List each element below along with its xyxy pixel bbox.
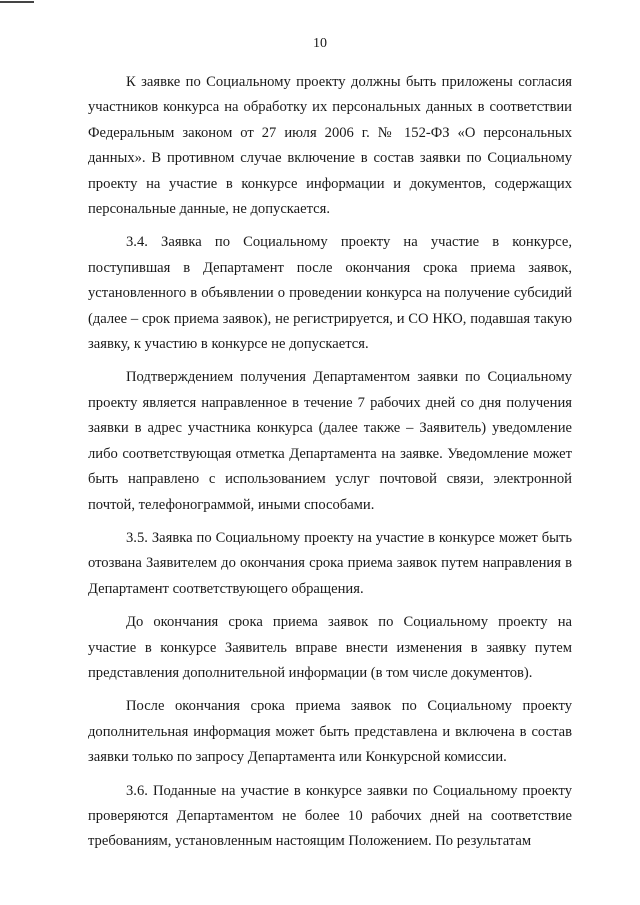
- paragraph-confirmation: Подтверждением получения Департаментом заявки по Социальному проекту является направленное в течение 7 рабочих дней со дня получения заявки в адрес участника конкурса (далее также – Заявитель) уведомление либо соответствующая отметка Департамента на заявке. Уведомление может быть направлено с использованием услуг почтовой связи, электронной почтой, телефонограммой, иными способами.: [88, 369, 572, 513]
- paragraph-3-4: 3.4. Заявка по Социальному проекту на участие в конкурсе, поступившая в Департамент после окончания срока приема заявок, установленного в объявлении о проведении конкурса на получение субсидий (далее – срок приема заявок), не регистрируется, и СО НКО, подавшая такую заявку, к участию в конкурсе не допускается.: [88, 234, 572, 353]
- page-number: 10: [313, 36, 327, 51]
- document-body: [88, 70, 572, 863]
- paragraph-additional-info: После окончания срока приема заявок по Социальному проекту дополнительная информация может быть представлена и включена в состав заявки только по запросу Департамента или Конкурсной комиссии.: [88, 698, 572, 766]
- paragraph-3-5: 3.5. Заявка по Социальному проекту на участие в конкурсе может быть отозвана Заявителем до окончания срока приема заявок путем направления в Департамент соответствующего обращения.: [88, 529, 572, 597]
- paragraph-changes: До окончания срока приема заявок по Социальному проекту на участие в конкурсе Заявитель вправе внести изменения в заявку путем представления дополнительной информации (в том числе документов).: [88, 614, 572, 681]
- paragraph-3-6: 3.6. Поданные на участие в конкурсе заявки по Социальному проекту проверяются Департаментом не более 10 рабочих дней на соответствие требованиям, установленным настоящим Положением. По результатам: [88, 782, 572, 850]
- paragraph-consent: К заявке по Социальному проекту должны быть приложены согласия участников конкурса на обработку их персональных данных в соответствии Федеральным законом от 27 июля 2006 г. № 152-ФЗ «О персональных данных». В противном случае включение в состав заявки по Социальному проекту на участие в конкурсе информации и документов, содержащих персональные данные, не допускается.: [88, 74, 572, 218]
- scan-edge-mark: [0, 1, 34, 3]
